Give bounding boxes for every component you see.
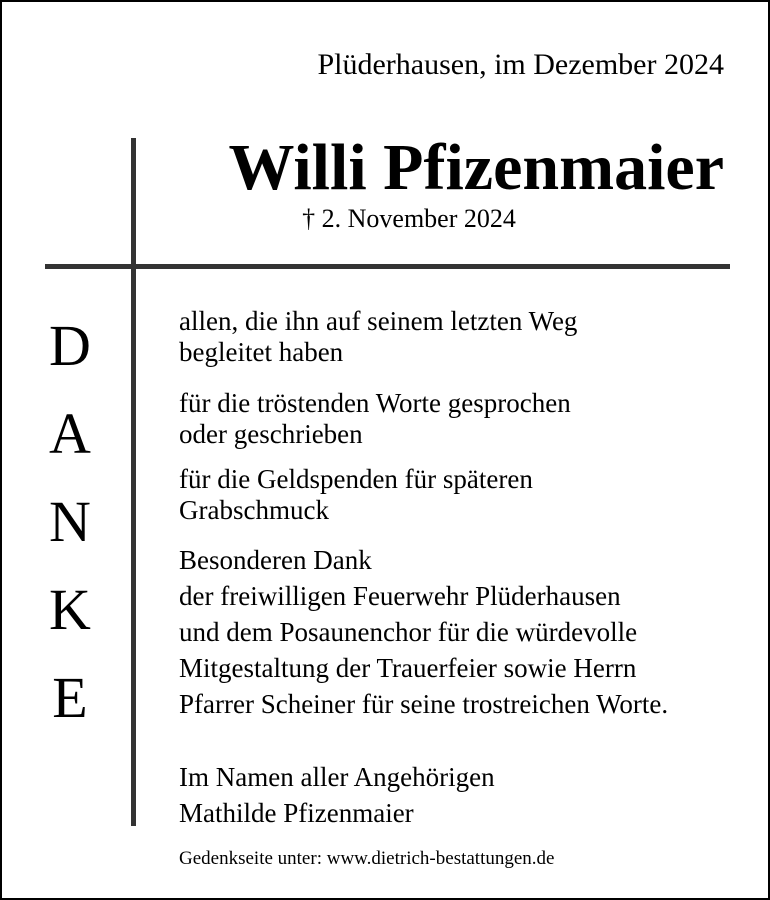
text-line: für die tröstenden Worte gesprochen <box>179 388 571 418</box>
signature-line: Mathilde Pfizenmaier <box>179 798 414 828</box>
text-line: der freiwilligen Feuerwehr Plüderhausen <box>179 581 621 611</box>
cross-vertical-line <box>131 138 136 826</box>
text-line: und dem Posaunenchor für die würdevolle <box>179 617 638 647</box>
text-line: Besonderen Dank <box>179 545 372 575</box>
thanks-paragraph-donations <box>179 464 533 526</box>
deceased-name: Willi Pfizenmaier <box>228 131 724 204</box>
text-line: Grabschmuck <box>179 495 329 525</box>
text-line: für die Geldspenden für späteren <box>179 464 533 494</box>
thanks-paragraph-special <box>179 542 668 722</box>
danke-letter: D <box>49 313 91 378</box>
text-line: Pfarrer Scheiner für seine trostreichen Worte. <box>179 689 669 719</box>
danke-letter: K <box>49 577 91 642</box>
text-line: Mitgestaltung der Trauerfeier sowie Herrn <box>179 653 637 683</box>
danke-letter: N <box>49 489 91 554</box>
cross-horizontal-line <box>45 264 730 269</box>
text-line: allen, die ihn auf seinem letzten Weg <box>179 306 578 336</box>
place-date: Plüderhausen, im Dezember 2024 <box>317 48 724 81</box>
danke-letter: E <box>52 665 88 730</box>
danke-vertical-word <box>30 302 110 742</box>
danke-letter: A <box>49 401 91 466</box>
text-line: oder geschrieben <box>179 419 363 449</box>
text-line: begleitet haben <box>179 337 344 367</box>
signature-block <box>179 759 495 831</box>
thanks-paragraph-escort <box>179 306 577 368</box>
death-date: † 2. November 2024 <box>302 204 516 233</box>
thanks-paragraph-words <box>179 388 571 450</box>
memorial-page-footer: Gedenkseite unter: www.dietrich-bestattungen.de <box>179 848 555 869</box>
signature-line: Im Namen aller Angehörigen <box>179 762 495 792</box>
